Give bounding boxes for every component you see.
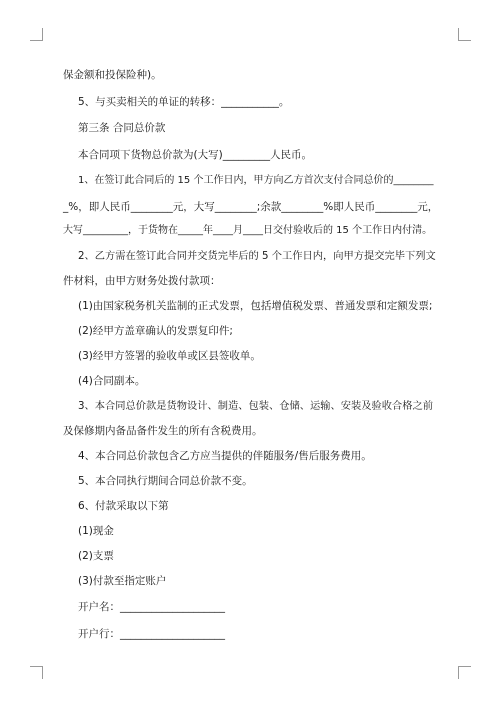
- bank-field: 开户行：____________________: [78, 628, 225, 640]
- text-line: 5、与买卖相关的单证的转移：___________。: [78, 96, 290, 108]
- text-line: 件材料，由甲方财务处拨付款项：: [63, 275, 221, 287]
- page-corner-mark: [30, 28, 43, 41]
- section-heading: 第三条 合同总价款: [78, 122, 166, 134]
- text-line: 本合同项下货物总价款为(大写)_________人民币。: [78, 149, 312, 161]
- account-name-field: 开户名：____________________: [78, 601, 225, 613]
- text-line: 1、在签订此合同后的 15 个工作日内，甲方向乙方首次支付合同总价的________: [78, 175, 434, 186]
- text-line: 3、本合同总价款是货物设计、制造、包装、仓储、运输、安装及验收合格之前: [78, 400, 434, 412]
- page-corner-mark: [30, 666, 43, 679]
- text-line: 4、本合同总价款包含乙方应当提供的伴随服务/售后服务费用。: [78, 450, 372, 462]
- text-line: 2、乙方需在签订此合同并交货完毕后的 5 个工作日内，向甲方提交完毕下列文: [78, 250, 436, 262]
- text-line: 6、付款采取以下第: [78, 500, 169, 512]
- text-line: 及保修期内备品备件发生的所有含税费用。: [63, 425, 263, 437]
- text-line: (1)由国家税务机关监制的正式发票，包括增值税发票、普通发票和定额发票;: [78, 300, 433, 312]
- page-corner-mark: [458, 666, 471, 679]
- list-item: (1)现金: [78, 525, 114, 537]
- text-line: 5、本合同执行期间合同总价款不变。: [78, 475, 253, 487]
- text-line: (3)经甲方签署的验收单或区县签收单。: [78, 350, 261, 362]
- text-line: 保金额和投保险种)。: [63, 69, 162, 81]
- text-line: _%，即人民币________元，大写________;余款________%即人民币________元，: [63, 201, 439, 213]
- text-line: (2)经甲方盖章确认的发票复印件;: [78, 325, 233, 337]
- text-line: (4)合同副本。: [78, 375, 146, 387]
- text-line: 大写_________，于货物在_____年____月____日交付验收后的 15 个工作日内付清。: [63, 225, 433, 236]
- page-corner-mark: [458, 28, 471, 41]
- list-item: (2)支票: [78, 550, 114, 562]
- list-item: (3)付款至指定账户: [78, 575, 167, 587]
